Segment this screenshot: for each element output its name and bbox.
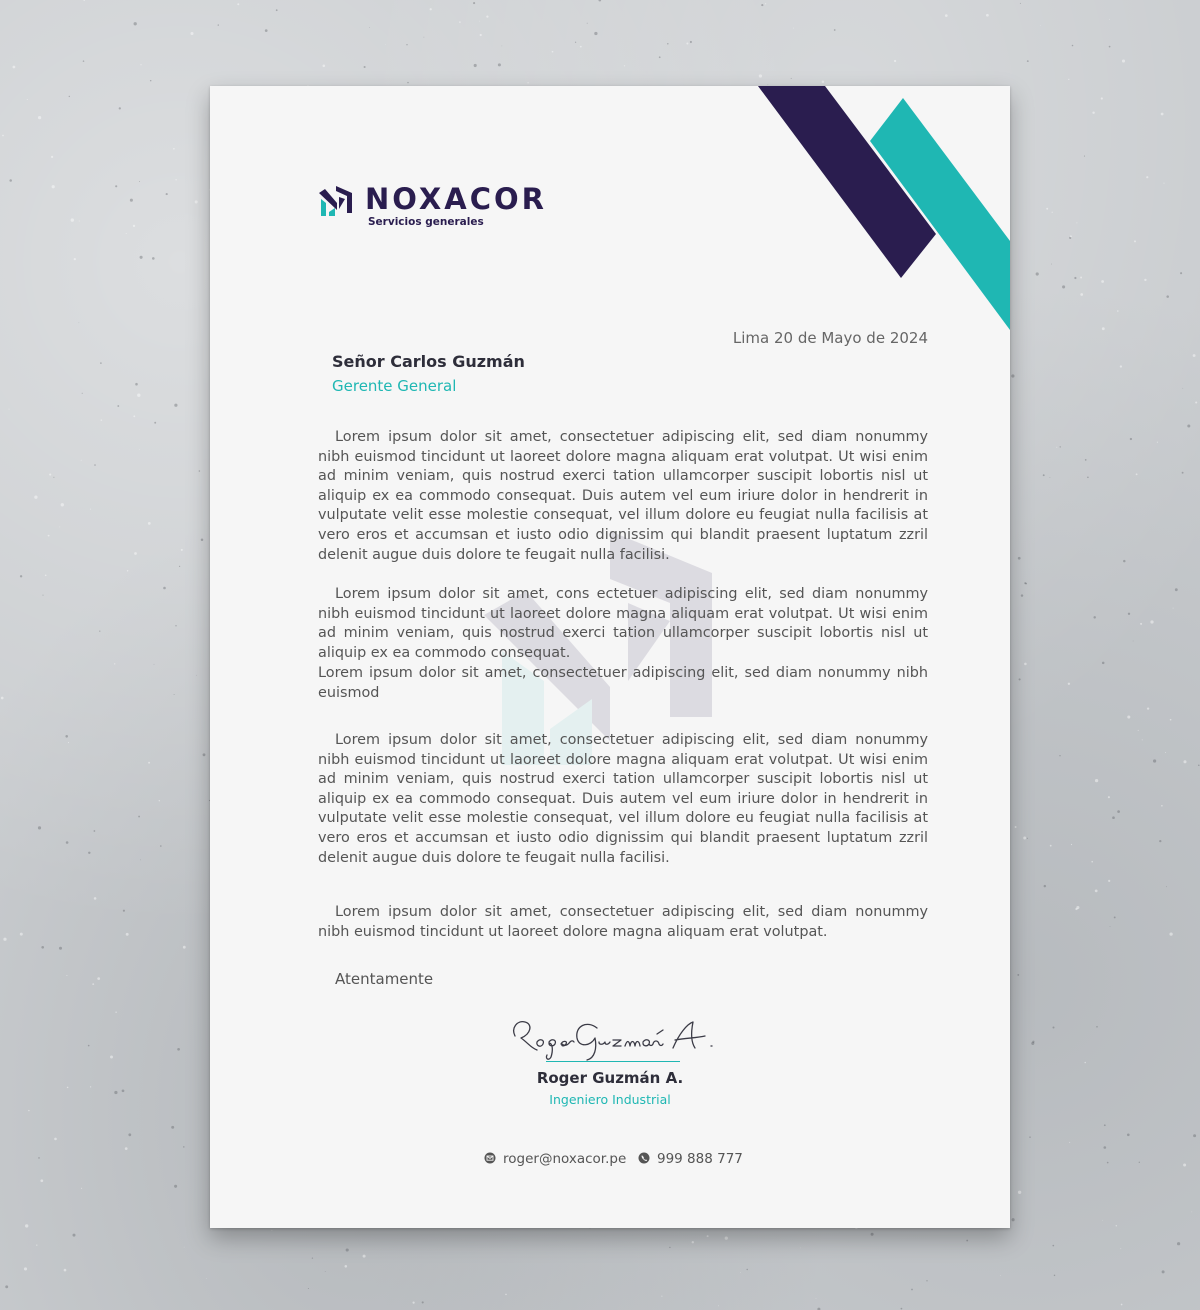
- contact-email-text: roger@noxacor.pe: [503, 1151, 627, 1167]
- contact-phone-text: 999 888 777: [657, 1151, 743, 1167]
- recipient-name: Señor Carlos Guzmán: [332, 352, 525, 371]
- signer-role: Ingeniero Industrial: [549, 1092, 671, 1107]
- letter-paragraph-1: Lorem ipsum dolor sit amet, consectetuer adipiscing elit, sed diam nonummy nibh euismod tincidunt ut laoreet dolore magna aliquam erat volutpat. Ut wisi enim ad minim veniam, quis nostrud exerci tation ullamcorper suscipit lobortis nisl ut aliquip ex ea commodo consequat. Duis autem vel eum iriure dolor in hendrerit in vulputate velit esse molestie consequat, vel illum dolore eu feugiat nulla facilisis at vero eros et accumsan et iusto odio dignissim qui blandit praesent luptatum zzril delenit augue duis dolore te feugait nulla facilisi.: [318, 429, 928, 563]
- email-icon: [484, 1152, 496, 1164]
- recipient-role: Gerente General: [332, 377, 457, 395]
- phone-icon: [638, 1152, 650, 1164]
- contact-phone[interactable]: [638, 1151, 743, 1167]
- brand-name: NOXACOR: [365, 182, 547, 216]
- letter-paragraph-4: Lorem ipsum dolor sit amet, consectetuer adipiscing elit, sed diam nonummy nibh euismod tincidunt ut laoreet dolore magna aliquam erat volutpat. Ut wisi enim ad minim veniam, quis nostrud exerci tation ullamcorper suscipit lobortis nisl ut aliquip ex ea commodo consequat. Duis autem vel eum iriure dolor in hendrerit in vulputate velit esse molestie consequat, vel illum dolore eu feugiat nulla facilisis at vero eros et accumsan et iusto odio dignissim qui blandit praesent luptatum zzril delenit augue duis dolore te feugait nulla facilisi.: [318, 732, 928, 866]
- letter-date: Lima 20 de Mayo de 2024: [732, 329, 928, 347]
- letterhead-paper: [210, 86, 1010, 1228]
- letter-paragraph-5: Lorem ipsum dolor sit amet, consectetuer adipiscing elit, sed diam nonummy nibh euismod tincidunt ut laoreet dolore magna aliquam erat volutpat.: [318, 904, 928, 940]
- signature-underline: [546, 1061, 680, 1062]
- signer-name: Roger Guzmán A.: [536, 1069, 684, 1087]
- closing-salutation: Atentamente: [335, 970, 434, 988]
- noxacor-logo-icon: [317, 185, 355, 219]
- brand-tagline: Servicios generales: [368, 216, 484, 228]
- contact-email[interactable]: [484, 1151, 626, 1167]
- letter-paragraph-3: Lorem ipsum dolor sit amet, consectetuer adipiscing elit, sed diam nonummy nibh euismod: [318, 665, 928, 701]
- letter-paragraph-2: Lorem ipsum dolor sit amet, cons ectetuer adipiscing elit, sed diam nonummy nibh euismod tincidunt ut laoreet dolore magna aliquam erat volutpat. Ut wisi enim ad minim veniam, quis nostrud exerci tation ullamcorper suscipit lobortis nisl ut aliquip ex ea commodo consequat.: [318, 586, 928, 661]
- handwritten-signature: [507, 1014, 717, 1064]
